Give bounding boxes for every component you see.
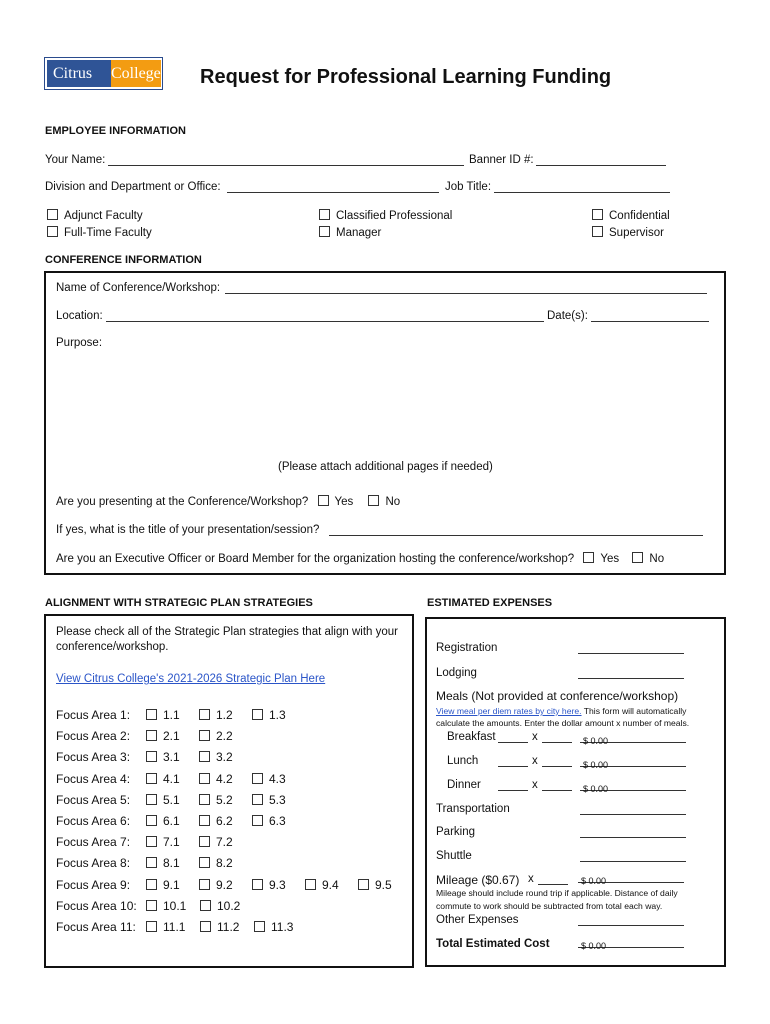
- checkbox[interactable]: [199, 751, 210, 762]
- role-adjunct[interactable]: [47, 209, 143, 222]
- division-label: Division and Department or Office:: [45, 181, 221, 193]
- focus-area-label: Focus Area 1:: [56, 708, 131, 722]
- focus-option-label: 8.1: [163, 856, 180, 870]
- focus-option-3-2[interactable]: [199, 750, 233, 764]
- checkbox[interactable]: [199, 836, 210, 847]
- focus-option-label: 5.3: [269, 793, 286, 807]
- total-field: [578, 936, 684, 951]
- other-expenses-label: Other Expenses: [436, 914, 519, 926]
- focus-option-label: 4.2: [216, 772, 233, 786]
- checkbox[interactable]: [368, 495, 379, 506]
- checkbox[interactable]: [146, 836, 157, 847]
- mileage-label: Mileage ($0.67): [436, 873, 520, 887]
- focus-option-8-1[interactable]: [146, 856, 180, 870]
- focus-option-2-1[interactable]: [146, 729, 180, 743]
- meals-note-2: calculate the amounts. Enter the dollar amount x number of meals.: [436, 718, 690, 728]
- mileage-total: [578, 871, 684, 886]
- lunch-amount: $ 0.00: [583, 760, 609, 770]
- executive-question: [56, 552, 664, 565]
- focus-option-7-1[interactable]: [146, 835, 180, 849]
- focus-area-label: Focus Area 3:: [56, 750, 131, 764]
- focus-option-10-2[interactable]: [200, 899, 240, 913]
- focus-option-label: 1.3: [269, 708, 286, 722]
- presenting-question: [56, 495, 400, 508]
- focus-area-label: Focus Area 2:: [56, 729, 131, 743]
- focus-option-9-5[interactable]: [358, 878, 392, 892]
- focus-option-6-1[interactable]: [146, 814, 180, 828]
- focus-option-label: 3.2: [216, 750, 233, 764]
- focus-option-11-3[interactable]: [254, 920, 293, 934]
- focus-option-label: 10.1: [163, 899, 187, 913]
- executive-yes[interactable]: [583, 553, 619, 565]
- checkbox[interactable]: [319, 226, 330, 237]
- banner-id-label: Banner ID #:: [469, 154, 534, 166]
- mileage-amount: $ 0.00: [581, 876, 607, 886]
- focus-option-7-2[interactable]: [199, 835, 233, 849]
- focus-option-label: 9.3: [269, 878, 286, 892]
- lunch-label: Lunch: [447, 755, 479, 767]
- focus-option-5-2[interactable]: [199, 793, 233, 807]
- lunch-rate-field[interactable]: [498, 755, 528, 767]
- role-label: Full-Time Faculty: [64, 227, 152, 239]
- dinner-total: [580, 779, 686, 794]
- focus-option-label: 7.2: [216, 835, 233, 849]
- parking-field[interactable]: [580, 826, 686, 838]
- checkbox[interactable]: [254, 921, 265, 932]
- meals-label: Meals (Not provided at conference/workshop): [436, 689, 679, 703]
- checkbox[interactable]: [252, 815, 263, 826]
- checkbox[interactable]: [318, 495, 329, 506]
- focus-option-label: 1.2: [216, 708, 233, 722]
- lunch-total: [580, 755, 686, 770]
- purpose-label: Purpose:: [56, 337, 103, 349]
- focus-area-label: Focus Area 7:: [56, 835, 131, 849]
- alignment-heading: ALIGNMENT WITH STRATEGIC PLAN STRATEGIES: [45, 597, 313, 609]
- dinner-amount: $ 0.00: [583, 784, 609, 794]
- focus-option-label: 5.1: [163, 793, 180, 807]
- your-name-field[interactable]: [108, 154, 464, 166]
- banner-id-field[interactable]: [536, 154, 666, 166]
- dinner-rate-field[interactable]: [498, 779, 528, 791]
- option-label: Yes: [334, 496, 354, 508]
- conference-name-label: Name of Conference/Workshop:: [56, 282, 221, 294]
- breakfast-total: [580, 731, 686, 746]
- checkbox[interactable]: [146, 794, 157, 805]
- logo-text-college: College: [111, 60, 161, 87]
- expenses-heading: ESTIMATED EXPENSES: [427, 597, 553, 609]
- lunch-count-field[interactable]: [542, 755, 572, 767]
- focus-area-label: Focus Area 6:: [56, 814, 131, 828]
- lodging-label: Lodging: [436, 667, 477, 679]
- mileage-note-1: Mileage should include round trip if applicable. Distance of daily: [436, 888, 678, 898]
- total-amount: $ 0.00: [581, 941, 607, 951]
- focus-option-2-2[interactable]: [199, 729, 233, 743]
- focus-option-label: 9.1: [163, 878, 180, 892]
- checkbox[interactable]: [592, 209, 603, 220]
- focus-option-label: 9.5: [375, 878, 392, 892]
- focus-option-label: 4.3: [269, 772, 286, 786]
- option-label: No: [649, 553, 665, 565]
- registration-field[interactable]: [578, 642, 684, 654]
- focus-option-4-3[interactable]: [252, 772, 286, 786]
- your-name-label: Your Name:: [45, 154, 106, 166]
- focus-option-label: 1.1: [163, 708, 180, 722]
- checkbox[interactable]: [252, 794, 263, 805]
- option-label: No: [385, 496, 401, 508]
- job-title-field[interactable]: [494, 181, 670, 193]
- checkbox[interactable]: [199, 730, 210, 741]
- focus-option-label: 3.1: [163, 750, 180, 764]
- focus-option-label: 11.3: [271, 920, 294, 934]
- checkbox[interactable]: [199, 857, 210, 868]
- focus-option-1-3[interactable]: [252, 708, 286, 722]
- focus-option-1-2[interactable]: [199, 708, 233, 722]
- shuttle-field[interactable]: [580, 850, 686, 862]
- mileage-miles-field[interactable]: [538, 873, 568, 885]
- checkbox[interactable]: [199, 879, 210, 890]
- location-label: Location:: [56, 310, 103, 322]
- focus-option-label: 6.1: [163, 814, 180, 828]
- logo-text-citrus: Citrus: [47, 60, 111, 87]
- job-title-label: Job Title:: [445, 181, 492, 193]
- role-manager[interactable]: [319, 226, 381, 239]
- role-label: Supervisor: [609, 227, 664, 239]
- checkbox[interactable]: [632, 552, 643, 563]
- focus-option-label: 6.3: [269, 814, 286, 828]
- checkbox[interactable]: [146, 900, 157, 911]
- role-label: Adjunct Faculty: [64, 210, 143, 222]
- role-label: Classified Professional: [336, 210, 453, 222]
- checkbox[interactable]: [47, 209, 58, 220]
- focus-area-label: Focus Area 10:: [56, 899, 137, 913]
- focus-option-label: 7.1: [163, 835, 180, 849]
- other-expenses-field[interactable]: [578, 914, 684, 926]
- focus-option-label: 11.1: [163, 920, 186, 934]
- checkbox[interactable]: [199, 815, 210, 826]
- checkbox[interactable]: [146, 773, 157, 784]
- focus-option-11-1[interactable]: [146, 920, 185, 934]
- division-field[interactable]: [227, 181, 439, 193]
- checkbox[interactable]: [199, 709, 210, 720]
- alignment-instructions-1: Please check all of the Strategic Plan strategies that align with your: [56, 626, 398, 638]
- employee-heading: EMPLOYEE INFORMATION: [45, 125, 186, 137]
- focus-area-label: Focus Area 8:: [56, 856, 131, 870]
- option-label: Yes: [600, 553, 620, 565]
- focus-option-label: 4.1: [163, 772, 180, 786]
- conference-name-field[interactable]: [225, 282, 707, 294]
- focus-option-label: 9.2: [216, 878, 233, 892]
- meals-note-text: This form will automatically: [583, 706, 687, 716]
- focus-option-3-1[interactable]: [146, 750, 180, 764]
- lodging-field[interactable]: [578, 667, 684, 679]
- dates-field[interactable]: [591, 310, 709, 322]
- focus-area-label: Focus Area 9:: [56, 878, 131, 892]
- focus-area-label: Focus Area 11:: [56, 920, 136, 934]
- role-fulltime[interactable]: [47, 226, 152, 239]
- checkbox[interactable]: [583, 552, 594, 563]
- dates-label: Date(s):: [547, 310, 588, 322]
- focus-option-label: 9.4: [322, 878, 339, 892]
- focus-option-5-3[interactable]: [252, 793, 286, 807]
- focus-option-9-1[interactable]: [146, 878, 180, 892]
- checkbox[interactable]: [146, 857, 157, 868]
- checkbox[interactable]: [200, 900, 211, 911]
- focus-option-5-1[interactable]: [146, 793, 180, 807]
- location-field[interactable]: [106, 310, 544, 322]
- focus-option-6-2[interactable]: [199, 814, 233, 828]
- focus-option-label: 2.1: [163, 729, 180, 743]
- purpose-textarea[interactable]: [100, 350, 700, 450]
- focus-option-9-4[interactable]: [305, 878, 339, 892]
- lunch-x: x: [532, 755, 538, 767]
- checkbox[interactable]: [146, 709, 157, 720]
- focus-area-label: Focus Area 4:: [56, 772, 131, 786]
- focus-option-1-1[interactable]: [146, 708, 180, 722]
- role-label: Manager: [336, 227, 382, 239]
- conference-heading: CONFERENCE INFORMATION: [45, 254, 202, 266]
- attach-note: (Please attach additional pages if needed): [278, 461, 493, 473]
- checkbox[interactable]: [146, 730, 157, 741]
- role-label: Confidential: [609, 210, 670, 222]
- dinner-label: Dinner: [447, 779, 481, 791]
- focus-option-label: 10.2: [217, 899, 241, 913]
- focus-option-label: 8.2: [216, 856, 233, 870]
- checkbox[interactable]: [146, 751, 157, 762]
- dinner-x: x: [532, 779, 538, 791]
- checkbox[interactable]: [199, 773, 210, 784]
- mileage-x: x: [528, 873, 534, 885]
- citrus-college-logo: [44, 57, 163, 90]
- focus-area-label: Focus Area 5:: [56, 793, 131, 807]
- checkbox[interactable]: [47, 226, 58, 237]
- focus-option-9-2[interactable]: [199, 878, 233, 892]
- meal-rates-link[interactable]: View meal per diem rates by city here.: [436, 706, 582, 716]
- focus-option-9-3[interactable]: [252, 878, 286, 892]
- presenting-yes[interactable]: [318, 496, 354, 508]
- executive-no[interactable]: [632, 553, 664, 565]
- total-label: Total Estimated Cost: [436, 938, 550, 950]
- focus-option-4-2[interactable]: [199, 772, 233, 786]
- focus-option-label: 5.2: [216, 793, 233, 807]
- focus-option-label: 11.2: [217, 920, 240, 934]
- focus-option-label: 2.2: [216, 729, 233, 743]
- breakfast-x: x: [532, 731, 538, 743]
- checkbox[interactable]: [252, 879, 263, 890]
- alignment-box: [44, 614, 414, 968]
- presenting-no[interactable]: [368, 496, 400, 508]
- presentation-title-label: If yes, what is the title of your presentation/session?: [56, 524, 320, 536]
- focus-option-10-1[interactable]: [146, 899, 186, 913]
- strategic-plan-link[interactable]: View Citrus College's 2021-2026 Strategic Plan Here: [56, 673, 326, 685]
- checkbox[interactable]: [146, 815, 157, 826]
- role-classified[interactable]: [319, 209, 452, 222]
- transportation-field[interactable]: [580, 803, 686, 815]
- checkbox[interactable]: [252, 709, 263, 720]
- dinner-count-field[interactable]: [542, 779, 572, 791]
- checkbox[interactable]: [146, 921, 157, 932]
- role-supervisor[interactable]: [592, 226, 664, 239]
- checkbox[interactable]: [592, 226, 603, 237]
- checkbox[interactable]: [319, 209, 330, 220]
- shuttle-label: Shuttle: [436, 850, 472, 862]
- checkbox[interactable]: [146, 879, 157, 890]
- breakfast-label: Breakfast: [447, 731, 496, 743]
- mileage-note-2: commute to work should be subtracted from total each way.: [436, 901, 663, 911]
- presentation-title-field[interactable]: [329, 524, 703, 536]
- focus-option-4-1[interactable]: [146, 772, 180, 786]
- checkbox[interactable]: [199, 794, 210, 805]
- breakfast-count-field[interactable]: [542, 731, 572, 743]
- focus-option-8-2[interactable]: [199, 856, 233, 870]
- meals-note-1: [436, 706, 686, 716]
- breakfast-amount: $ 0.00: [583, 736, 609, 746]
- parking-label: Parking: [436, 826, 475, 838]
- page-title: Request for Professional Learning Funding: [200, 66, 612, 88]
- checkbox[interactable]: [358, 879, 369, 890]
- checkbox[interactable]: [200, 921, 211, 932]
- role-confidential[interactable]: [592, 209, 670, 222]
- focus-option-11-2[interactable]: [200, 920, 239, 934]
- transportation-label: Transportation: [436, 803, 510, 815]
- presenting-question-text: Are you presenting at the Conference/Workshop?: [56, 496, 309, 508]
- registration-label: Registration: [436, 642, 498, 654]
- focus-option-6-3[interactable]: [252, 814, 286, 828]
- checkbox[interactable]: [305, 879, 316, 890]
- alignment-instructions-2: conference/workshop.: [56, 641, 169, 653]
- focus-option-label: 6.2: [216, 814, 233, 828]
- checkbox[interactable]: [252, 773, 263, 784]
- executive-question-text: Are you an Executive Officer or Board Member for the organization hosting the conference/workshop?: [56, 553, 575, 565]
- breakfast-rate-field[interactable]: [498, 731, 528, 743]
